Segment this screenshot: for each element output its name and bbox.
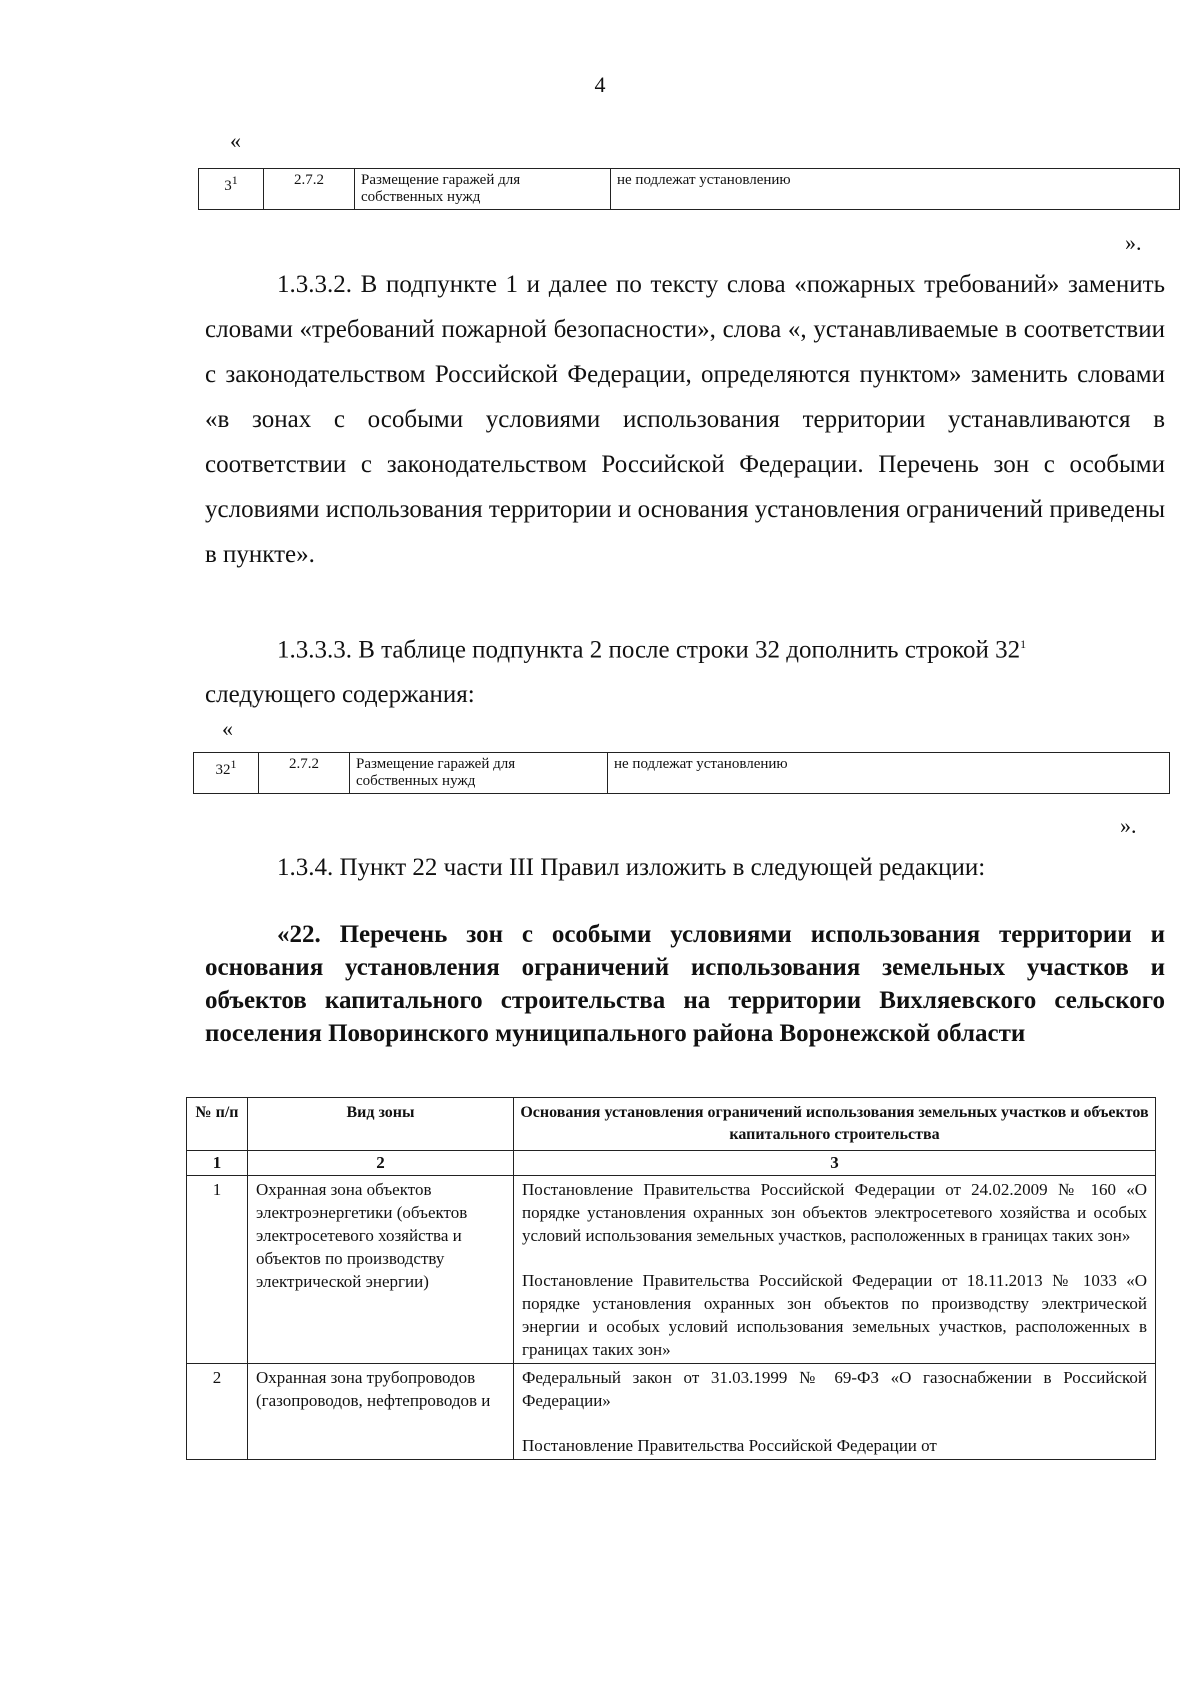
table2-num: $32^1$ — [194, 753, 259, 794]
basis-item: Постановление Правительства Российской Федерации от 18.11.2013 № 1033 «О порядке установления охранных зон объектов по производству электрической энергии и особых условий использования земельных участков, расположенных в границах таких зон» — [522, 1271, 1147, 1359]
paragraph-1332: 1.3.3.2. В подпункте 1 и далее по тексту слова «пожарных требований» заменить словами «требований пожарной безопасности», слова «, устанавливаемые в соответствии с законодательством Российской Федерации, определяются пунктом» заменить словами «в зонах с особыми условиями использования территории устанавливаются в соответствии с законодательством Российской Федерации. Перечень зон с особыми условиями использования территории и основания установления ограничений приведены в пункте». — [205, 271, 1165, 568]
row-zone: Охранная зона трубопроводов (газопроводов, нефтепроводов и — [248, 1364, 514, 1460]
paragraph-1333: 1.3.3.3. В таблице подпункта 2 после строки 32 дополнить строкой $32^1$ следующего содержания: — [205, 636, 1027, 709]
table1-code: 2.7.2 — [264, 169, 355, 210]
table1-name: Размещение гаражей для собственных нужд — [355, 169, 611, 210]
header-zone-type: Вид зоны — [248, 1098, 514, 1151]
basis-item: Федеральный закон от 31.03.1999 № 69-ФЗ «О газоснабжении в Российской Федерации» — [522, 1368, 1147, 1410]
paragraph-134: 1.3.4. Пункт 22 части III Правил изложить в следующей редакции: — [277, 854, 986, 881]
quote-open-2: « — [222, 716, 233, 741]
col-number-3: 3 — [514, 1151, 1156, 1176]
quote-close-1: ». — [1125, 230, 1142, 255]
quote-close-2: ». — [1120, 813, 1137, 838]
basis-item: Постановление Правительства Российской Федерации от 24.02.2009 № 160 «О порядке установления охранных зон объектов электросетевого хозяйства и особых условий использования земельных участков, расположенных в границах таких зон» — [522, 1180, 1147, 1245]
table1-value: не подлежат установлению — [611, 169, 1180, 210]
col-number-2: 2 — [248, 1151, 514, 1176]
table1-num: $3^1$ — [199, 169, 264, 210]
header-basis: Основания установления ограничений использования земельных участков и объектов капитального строительства — [514, 1098, 1156, 1151]
table-row — [187, 1176, 1156, 1364]
garage-table-2 — [193, 752, 1170, 794]
header-num: № п/п — [187, 1098, 248, 1151]
zones-table — [186, 1097, 1156, 1460]
table2-code: 2.7.2 — [259, 753, 350, 794]
row-zone: Охранная зона объектов электроэнергетики (объектов электросетевого хозяйства и объектов по производству электрической энергии) — [248, 1176, 514, 1364]
page-number: 4 — [594, 72, 606, 97]
quote-open-1: « — [230, 128, 241, 153]
row-basis — [514, 1364, 1156, 1460]
garage-table-1 — [198, 168, 1180, 210]
section-heading: «22. Перечень зон с особыми условиями использования территории и основания установления ограничений использования земельных участков и объектов капитального строительства на территории Вихляевского сельского поселения Поворинского муниципального района Воронежской области — [205, 921, 1165, 1047]
col-number-1: 1 — [187, 1151, 248, 1176]
table2-value: не подлежат установлению — [608, 753, 1170, 794]
table2-name: Размещение гаражей для собственных нужд — [350, 753, 608, 794]
row-basis — [514, 1176, 1156, 1364]
table-row — [187, 1364, 1156, 1460]
basis-item: Постановление Правительства Российской Федерации от — [522, 1436, 937, 1455]
row-num: 2 — [187, 1364, 248, 1460]
row-num: 1 — [187, 1176, 248, 1364]
